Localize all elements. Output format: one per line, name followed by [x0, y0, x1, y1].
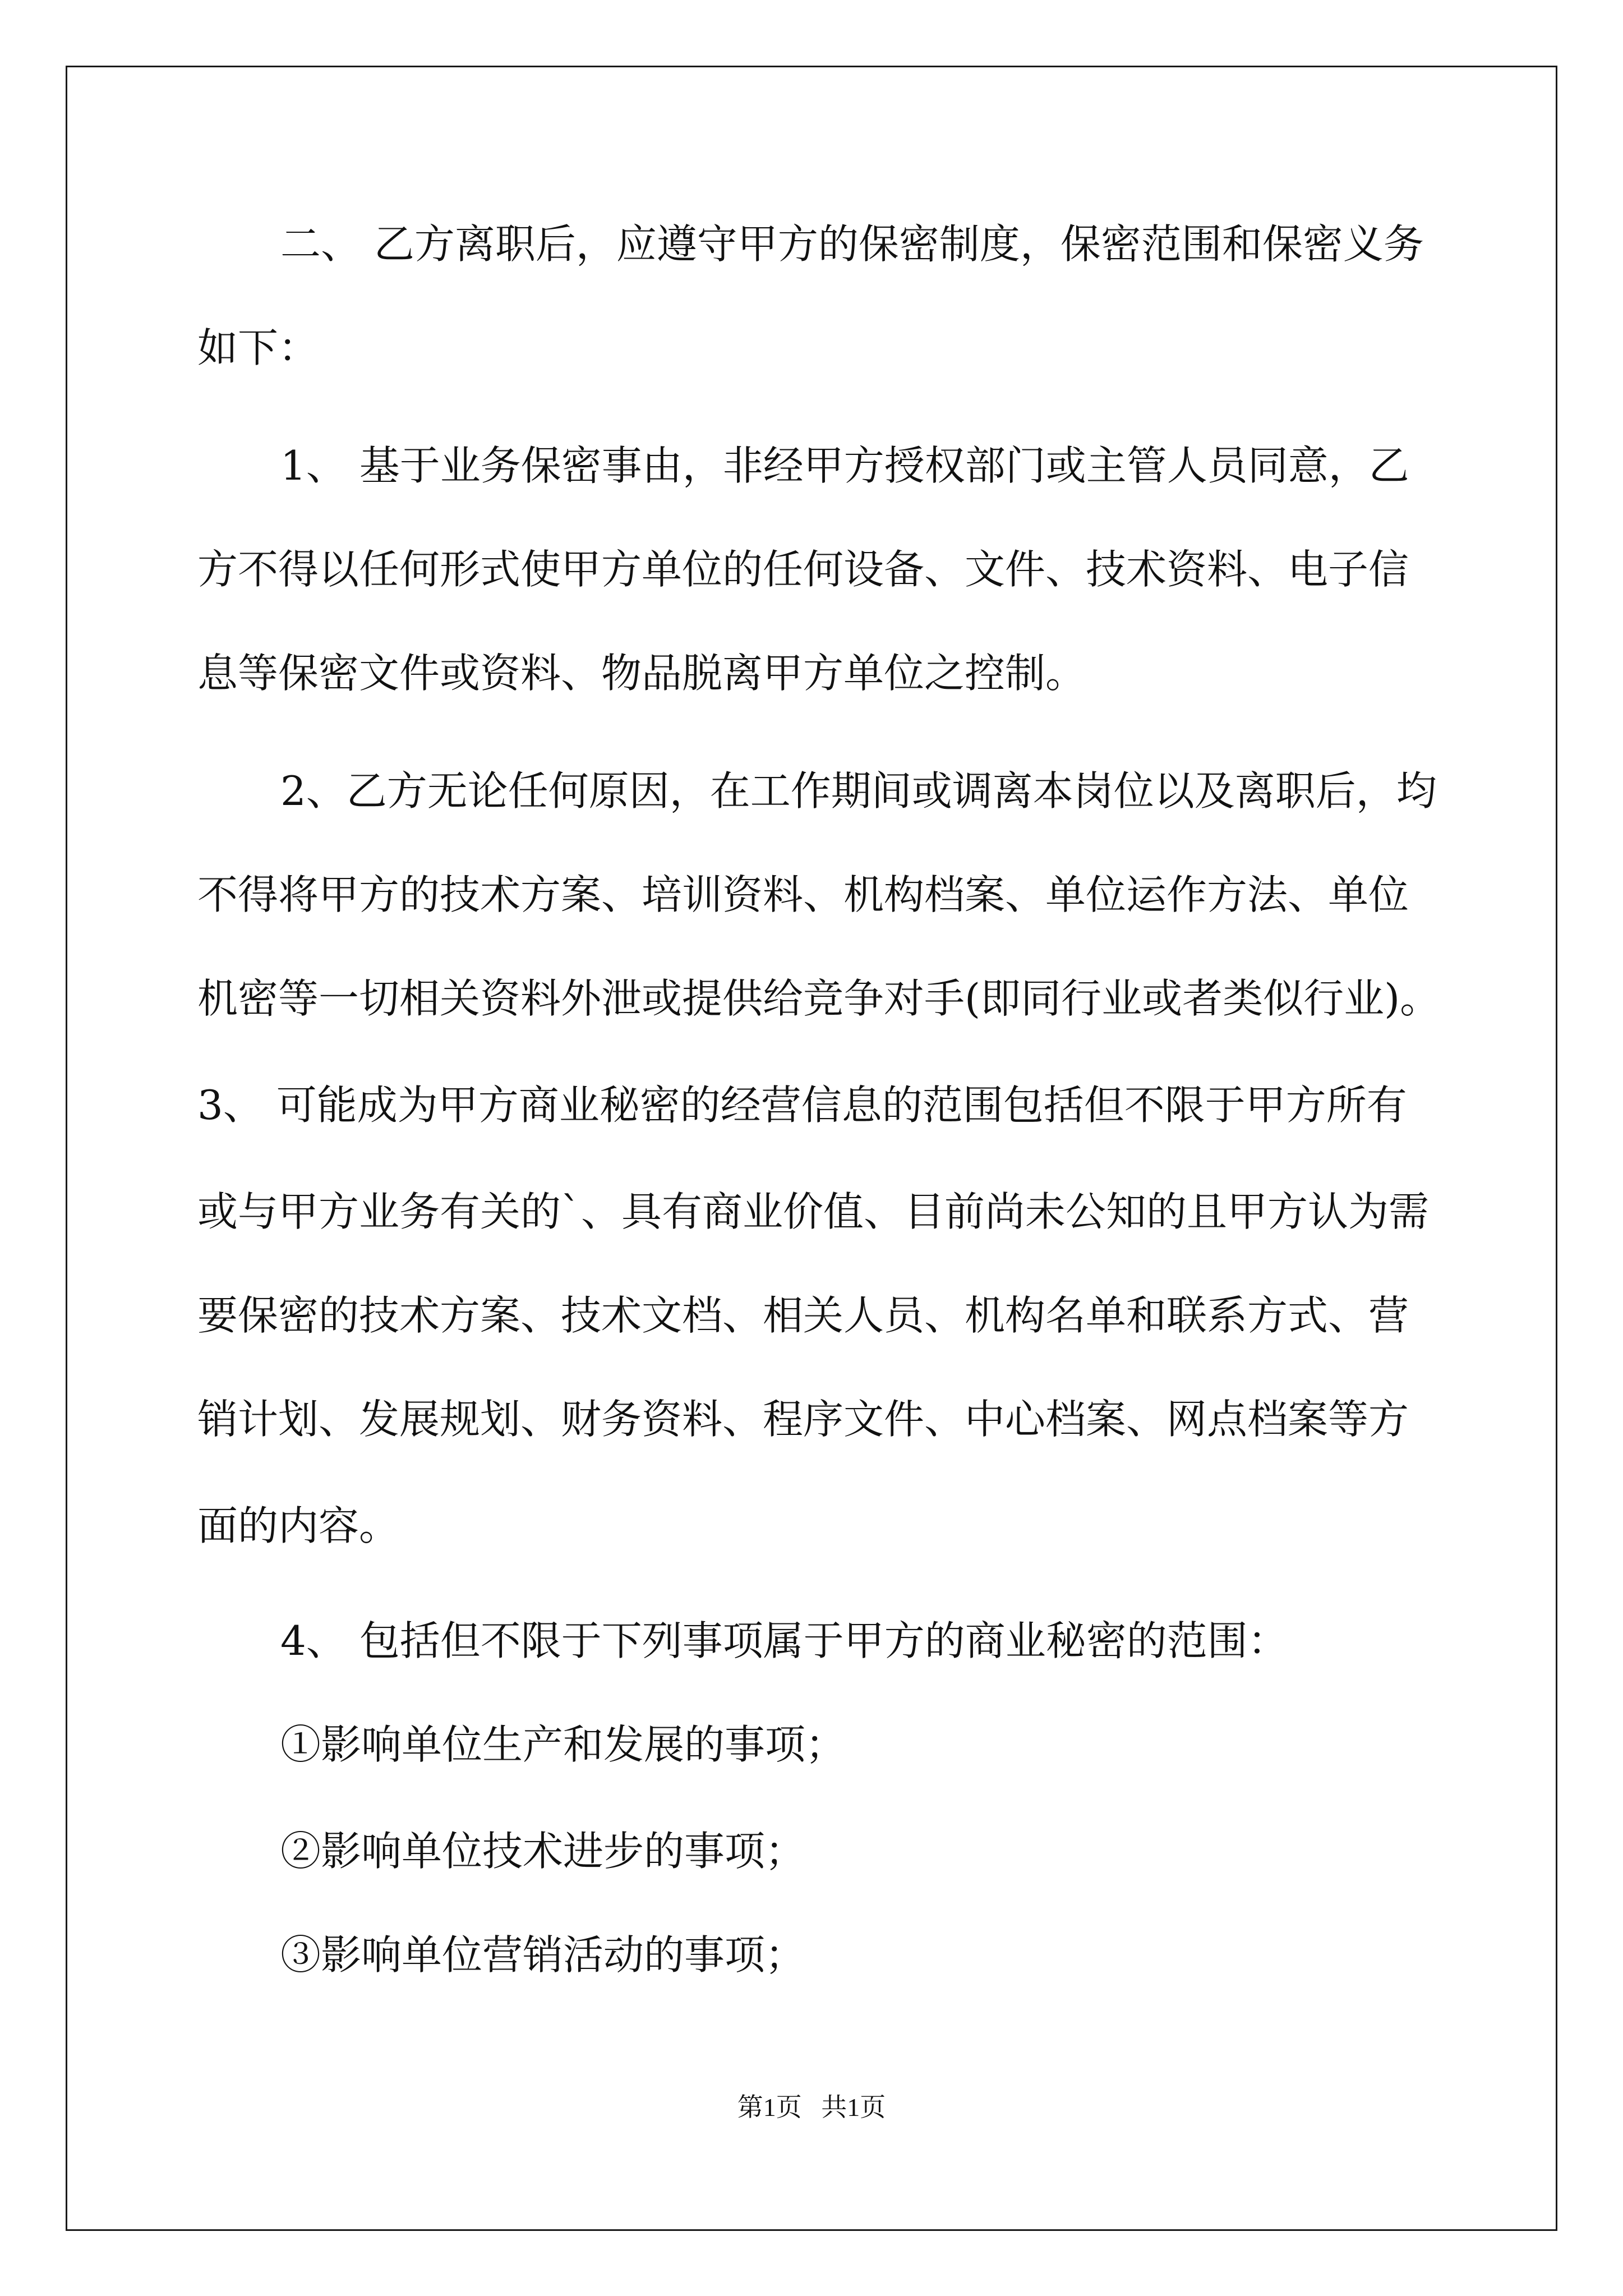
text-line: 销计划、发展规划、财务资料、程序文件、中心档案、网点档案等方: [197, 1396, 1409, 1443]
text-line: 面的内容。: [197, 1502, 400, 1549]
text-line: 息等保密文件或资料、物品脱离甲方单位之控制。: [197, 650, 1086, 697]
text-line: 2、乙方无论任何原因，在工作期间或调离本岗位以及离职后，均: [280, 767, 1437, 815]
text-line: 方不得以任何形式使甲方单位的任何设备、文件、技术资料、电子信: [197, 546, 1409, 593]
text-line: 4、 包括但不限于下列事项属于甲方的商业秘密的范围：: [280, 1617, 1288, 1664]
text-line: 二、 乙方离职后，应遵守甲方的保密制度，保密范围和保密义务: [280, 220, 1424, 268]
text-line: 不得将甲方的技术方案、培训资料、机构档案、单位运作方法、单位: [197, 871, 1409, 918]
text-line: 3、 可能成为甲方商业秘密的经营信息的范围包括但不限于甲方所有: [197, 1082, 1407, 1129]
text-line: ③影响单位营销活动的事项；: [280, 1931, 806, 1978]
page-border: [66, 66, 1557, 2231]
text-line: 或与甲方业务有关的`、具有商业价值、目前尚未公知的且甲方认为需: [197, 1188, 1430, 1235]
text-line: 如下：: [197, 324, 319, 371]
text-line: ②影响单位技术进步的事项；: [280, 1828, 806, 1875]
page-footer: 第1页 共1页: [737, 2093, 886, 2122]
text-line: 机密等一切相关资料外泄或提供给竞争对手(即同行业或者类似行业)。: [197, 975, 1441, 1022]
text-line: ①影响单位生产和发展的事项；: [280, 1721, 846, 1768]
text-line: 要保密的技术方案、技术文档、相关人员、机构名单和联系方式、营: [197, 1292, 1409, 1339]
text-line: 1、 基于业务保密事由，非经甲方授权部门或主管人员同意，乙: [280, 442, 1409, 489]
